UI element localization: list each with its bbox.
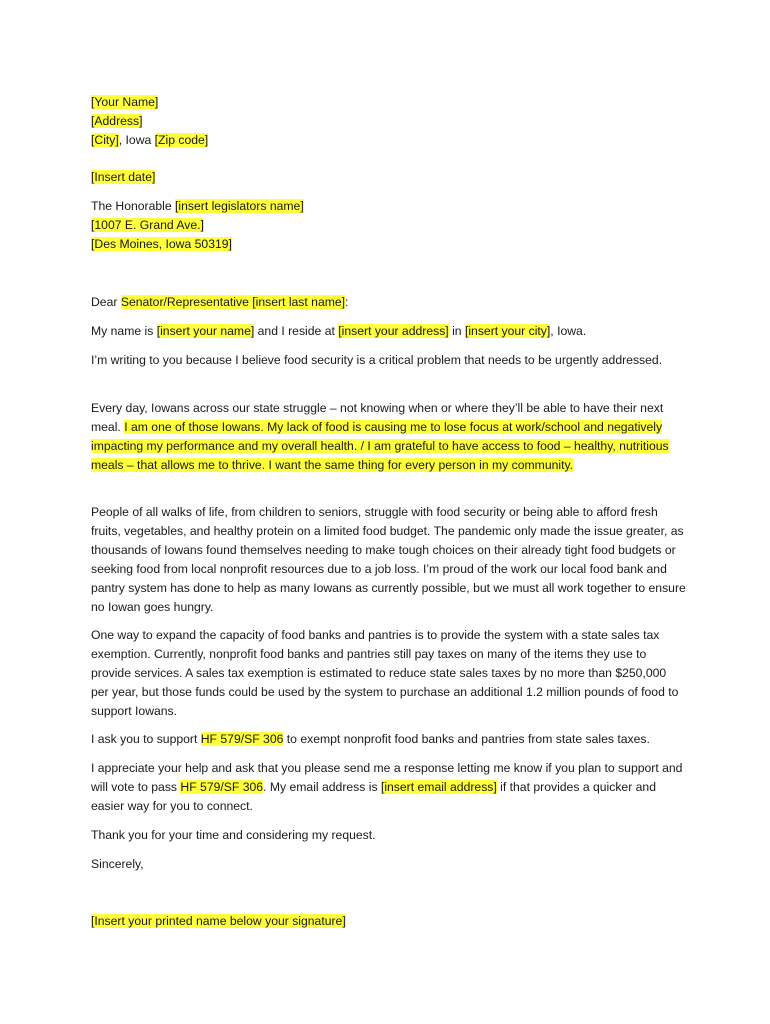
salutation: Dear Senator/Representative [insert last name]:	[91, 295, 349, 309]
paragraph-everyday-highlight: I am one of those Iowans. My lack of food is causing me to lose focus at work/school and negatively impacting my performance and my overall health. / I am grateful to have access to food – healthy, nutritious meals – that allows me to thrive. I want the same thing for every person in my community.	[91, 420, 669, 472]
intro-name: [insert your name]	[156, 324, 255, 338]
sender-zip: [Zip code]	[154, 133, 209, 147]
recipient-block	[91, 197, 687, 254]
intro-address: [insert your address]	[338, 324, 449, 338]
recipient-street: [1007 E. Grand Ave.]	[91, 218, 204, 232]
bill-number: HF 579/SF 306	[200, 732, 284, 746]
signature-placeholder: [Insert your printed name below your signature]	[91, 914, 346, 928]
paragraph-ask: I ask you to support HF 579/SF 306 to exempt nonprofit food banks and pantries from state sales taxes.	[91, 732, 650, 746]
recipient-legislator: [insert legislators name]	[175, 199, 304, 213]
intro-city: [insert your city]	[464, 324, 551, 338]
paragraph-everyday: Every day, Iowans across our state struggle – not knowing when or where they’ll be able to have their next meal. I am one of those Iowans. My lack of food is causing me to lose focus at work/school and negatively impacting my performance and my overall health. / I am grateful to have access to food – healthy, nutritious meals – that allows me to thrive. I want the same thing for every person in my community.	[91, 401, 669, 472]
bill-number-2: HF 579/SF 306	[180, 780, 264, 794]
letter-date: [Insert date]	[91, 170, 156, 184]
sender-city: [City]	[91, 133, 119, 147]
paragraph-appreciate: I appreciate your help and ask that you please send me a response letting me know if you plan to support and will vote to pass HF 579/SF 306. My email address is [insert email address] if that provides a quicker and easier way for you to connect.	[91, 761, 683, 813]
paragraph-one-way: One way to expand the capacity of food banks and pantries is to provide the system with a state sales tax exemption. Currently, nonprofit food banks and pantries still pay taxes on many of the items they use to provide services. A sales tax exemption is estimated to reduce state sales taxes by no more than $250,000 per year, but those funds could be used by the system to purchase an additional 1.2 million pounds of food to support Iowans.	[91, 628, 679, 718]
thanks-line: Thank you for your time and considering my request.	[91, 828, 376, 842]
signature-line	[91, 912, 687, 931]
sender-block	[91, 93, 687, 150]
date-line	[91, 168, 687, 187]
sender-name: [Your Name]	[91, 95, 159, 109]
salutation-name: Senator/Representative [insert last name]	[120, 295, 346, 309]
sender-state: , Iowa	[118, 133, 155, 147]
paragraph-why: I’m writing to you because I believe food security is a critical problem that needs to be urgently addressed.	[91, 353, 663, 367]
sender-address: [Address]	[91, 114, 143, 128]
recipient-prefix: The Honorable	[91, 199, 176, 213]
email-placeholder: [insert email address]	[380, 780, 497, 794]
intro-paragraph: My name is [insert your name] and I reside at [insert your address] in [insert your city], Iowa.	[91, 324, 587, 338]
recipient-city: [Des Moines, Iowa 50319]	[91, 237, 232, 251]
closing: Sincerely,	[91, 857, 144, 871]
paragraph-people: People of all walks of life, from children to seniors, struggle with food security or being able to afford fresh fruits, vegetables, and healthy protein on a limited food budget. The pandemic only made the issue greater, as thousands of Iowans found themselves needing to make tough choices on their already tight food budgets or seeking food from local nonprofit resources due to a job loss. I’m proud of the work our local food bank and pantry system has done to help as many Iowans as currently possible, but we must all work together to ensure no Iowan goes hungry.	[91, 505, 686, 614]
